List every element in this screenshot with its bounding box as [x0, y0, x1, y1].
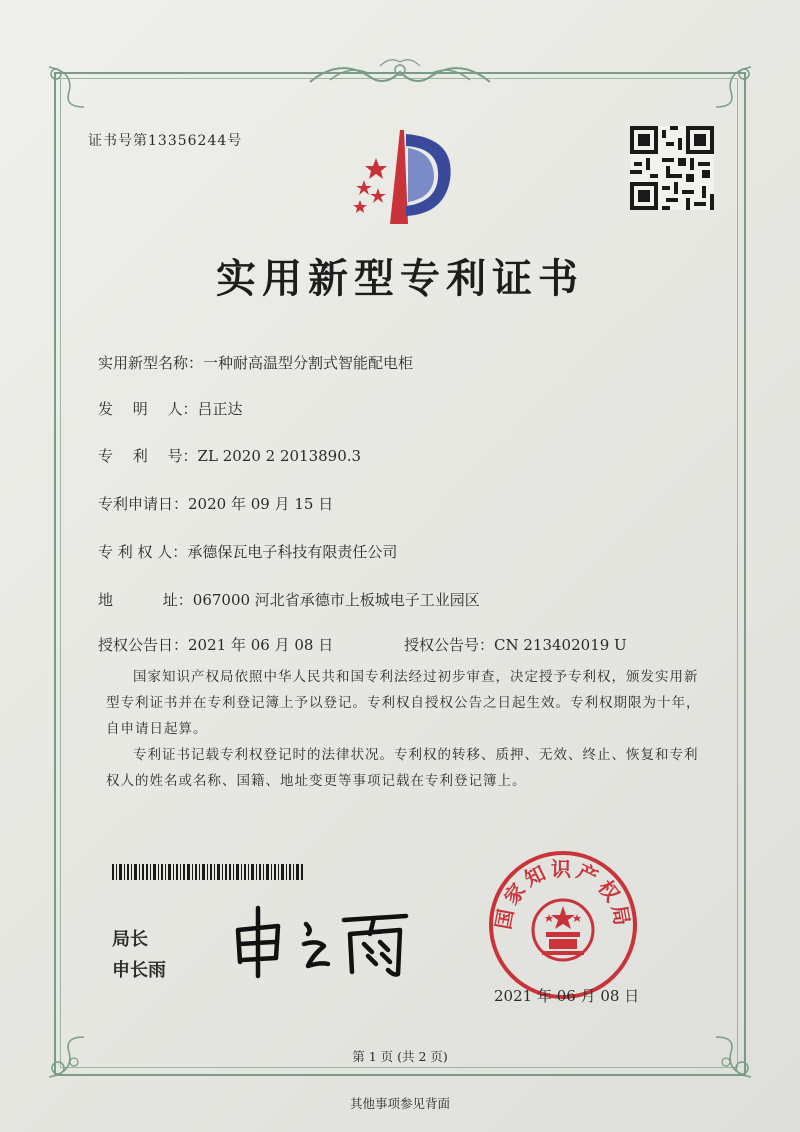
barcode-icon — [112, 864, 304, 880]
address: 067000 河北省承德市上板城电子工业园区 — [192, 591, 480, 609]
corner-ornament-icon — [44, 62, 114, 132]
utility-model-name-row — [98, 352, 413, 373]
patent-number-row — [98, 445, 361, 466]
utility-model-name: 一种耐高温型分割式智能配电柜 — [203, 354, 414, 372]
field-label: 发 明 人： — [98, 400, 198, 418]
field-label: 授权公告日： — [98, 636, 189, 654]
corner-ornament-icon — [686, 62, 756, 132]
official-seal — [486, 848, 640, 1002]
certificate-title: 实用新型专利证书 — [216, 255, 584, 302]
announcement-date: 2021 年 06 月 08 日 — [188, 636, 334, 654]
field-label: 专利申请日： — [98, 495, 189, 513]
field-label: 授权公告号： — [404, 636, 495, 654]
address-row — [98, 589, 480, 610]
back-note: 其他事项参见背面 — [349, 1096, 450, 1111]
grant-statement-paragraph: 国家知识产权局依照中华人民共和国专利法经过初步审查，决定授予专利权，颁发实用新型专利证书并在专利登记簿上予以登记。专利权自授权公告之日起生效。专利权期限为十年，自申请日起算。 — [106, 669, 701, 737]
page-number: 第 1 页 (共 2 页) — [352, 1049, 448, 1064]
patentee-row — [98, 541, 397, 562]
top-ornament-icon — [300, 52, 500, 92]
inventor-row — [98, 398, 243, 419]
certificate-number: 证书号第13356244号 — [88, 133, 243, 149]
director-name: 申长雨 — [112, 960, 166, 981]
legal-status-paragraph: 专利证书记载专利权登记时的法律状况。专利权的转移、质押、无效、终止、恢复和专利权人的姓名或名称、国籍、地址变更等事项记载在专利登记簿上。 — [106, 747, 699, 789]
handwritten-signature — [228, 900, 418, 980]
announcement-number-row — [404, 634, 627, 655]
qr-code-icon — [630, 126, 714, 210]
field-label: 专 利 号： — [98, 447, 198, 465]
director-title: 局长 — [112, 929, 148, 950]
svg-text:国家知识产权局: 国家知识产权局 — [491, 856, 635, 932]
patentee-name: 承德保瓦电子科技有限责任公司 — [187, 543, 398, 561]
cnipa-logo-icon — [338, 128, 464, 228]
patent-number: ZL 2020 2 2013890.3 — [197, 447, 362, 465]
inventor-name: 吕正达 — [197, 400, 243, 418]
field-label: 地 址： — [98, 591, 193, 609]
filing-date-row — [98, 493, 333, 514]
seal-date: 2021 年 06 月 08 日 — [494, 987, 640, 1005]
announcement-date-row — [98, 634, 333, 655]
field-label: 实用新型名称： — [98, 354, 204, 372]
filing-date: 2020 年 09 月 15 日 — [188, 495, 334, 513]
announcement-number: CN 213402019 U — [494, 636, 627, 654]
field-label: 专 利 权 人： — [98, 543, 188, 561]
